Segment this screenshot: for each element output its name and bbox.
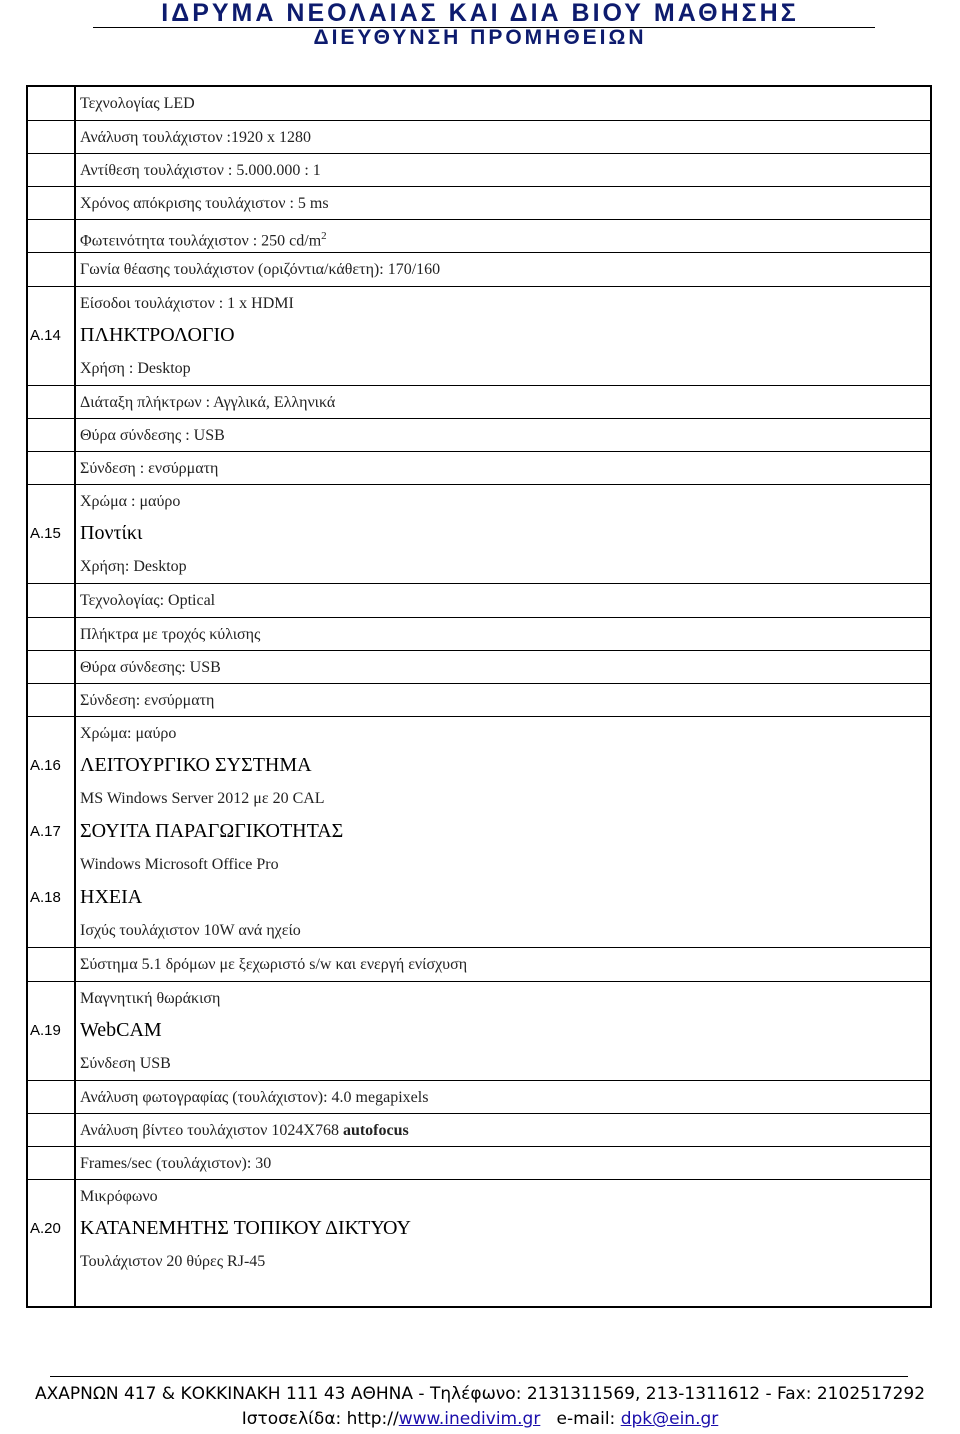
table-row	[26, 153, 932, 186]
table-row	[26, 484, 932, 517]
table-row	[26, 1179, 932, 1212]
spec-text-main: Θύρα σύνδεσης: USB	[80, 658, 221, 676]
email-link[interactable]: dpk@ein.gr	[620, 1409, 719, 1429]
section-title	[80, 1212, 411, 1245]
spec-text-main: Μαγνητική θωράκιση	[80, 989, 221, 1007]
item-code	[30, 419, 74, 452]
item-code	[30, 848, 74, 881]
section-row	[26, 815, 932, 848]
spec-text-main: Σύνδεση : ενσύρματη	[80, 460, 219, 478]
spec-text-main: Ισχύς τουλάχιστον 10W ανά ηχείο	[80, 922, 301, 940]
table-row	[26, 583, 932, 616]
spec-text	[80, 253, 440, 286]
spec-text-main: ΠΛΗΚΤΡΟΛΟΓΙΟ	[80, 323, 235, 346]
footer-address: ΑΧΑΡΝΩΝ 417 & ΚΟΚΚΙΝΑΚΗ 111 43 ΑΘΗΝΑ - Τηλέφωνο: 2131311569, 213-1311612 - Fax: 2102517292	[34, 1384, 926, 1404]
section-row	[26, 1014, 932, 1047]
item-code	[30, 1147, 74, 1180]
website-link[interactable]: www.inedivim.gr	[398, 1409, 541, 1429]
item-code	[30, 1081, 74, 1114]
item-code	[30, 717, 74, 750]
table-row	[26, 1080, 932, 1113]
spec-text-main: Windows Microsoft Office Pro	[80, 856, 279, 874]
email-label: e-mail:	[556, 1409, 621, 1429]
table-row	[26, 914, 932, 947]
table-row	[26, 683, 932, 716]
table-row	[26, 286, 932, 319]
spec-text-main: ΚΑΤΑΝΕΜΗΤΗΣ ΤΟΠΙΚΟΥ ΔΙΚΤΥΟΥ	[80, 1217, 411, 1240]
spec-text-main: ΣΟΥΙΤΑ ΠΑΡΑΓΩΓΙΚΟΤΗΤΑΣ	[80, 820, 344, 843]
table-row	[26, 1245, 932, 1278]
table-row	[26, 120, 932, 153]
item-code	[30, 584, 74, 617]
spec-text-main: Τεχνολογίας LED	[80, 95, 195, 112]
bold-text: autofocus	[342, 1121, 409, 1139]
spec-text	[80, 1047, 171, 1080]
spec-text	[80, 452, 218, 485]
table-row	[26, 186, 932, 219]
item-code	[30, 386, 74, 419]
spec-text-main: Διάταξη πλήκτρων : Αγγλικά, Ελληνικά	[80, 393, 336, 411]
item-code	[30, 352, 74, 385]
section-title	[80, 815, 343, 848]
spec-text-main: Πλήκτρα με τροχός κύλισης	[80, 625, 261, 643]
item-code	[30, 782, 74, 815]
section-row	[26, 749, 932, 782]
spec-text	[80, 651, 221, 684]
spec-text-main: Μικρόφωνο	[80, 1188, 158, 1206]
spec-text-main: Σύνδεση: ενσύρματη	[80, 691, 215, 709]
spec-text	[80, 485, 180, 518]
section-title	[80, 881, 142, 914]
table-row	[26, 650, 932, 683]
item-code	[30, 220, 74, 253]
item-code	[30, 1180, 74, 1213]
item-code: Α.19	[30, 1021, 61, 1039]
item-code	[30, 684, 74, 717]
spec-text	[80, 1180, 158, 1213]
footer-contact	[0, 1409, 960, 1429]
table-row	[26, 87, 932, 120]
item-code	[30, 948, 74, 981]
item-code	[30, 1245, 74, 1278]
spec-text-main: Χρώμα: μαύρο	[80, 724, 177, 742]
spec-text	[80, 187, 329, 220]
table-row	[26, 782, 932, 815]
spec-text-main: Είσοδοι τουλάχιστον : 1 x HDMI	[80, 294, 294, 312]
item-code: Α.18	[30, 889, 61, 907]
section-row	[26, 319, 932, 352]
item-code: Α.17	[30, 823, 61, 841]
item-code: Α.15	[30, 525, 61, 543]
table-row	[26, 848, 932, 881]
spec-rows	[26, 87, 932, 1278]
item-code	[30, 618, 74, 651]
item-code	[30, 1114, 74, 1147]
spec-text-main: Τεχνολογίας: Optical	[80, 592, 216, 610]
table-row	[26, 418, 932, 451]
spec-text	[80, 287, 294, 320]
item-code	[30, 485, 74, 518]
spec-text-main: Ανάλυση τουλάχιστον :1920 x 1280	[80, 129, 311, 147]
section-title	[80, 1014, 162, 1047]
spec-text	[80, 1114, 409, 1147]
superscript: 2	[321, 230, 327, 243]
item-code	[30, 187, 74, 220]
table-row	[26, 550, 932, 583]
spec-text	[80, 419, 225, 452]
spec-text-main: ΗΧΕΙΑ	[80, 886, 143, 909]
table-row	[26, 252, 932, 285]
spec-text-main: Ανάλυση φωτογραφίας (τουλάχιστον): 4.0 megapixels	[80, 1088, 429, 1106]
table-row	[26, 1113, 932, 1146]
item-code	[30, 121, 74, 154]
table-row	[26, 352, 932, 385]
section-row	[26, 517, 932, 550]
spec-text	[80, 948, 467, 981]
item-code	[30, 982, 74, 1015]
spec-text	[80, 386, 335, 419]
spec-text-main: ΛΕΙΤΟΥΡΓΙΚΟ ΣΥΣΤΗΜΑ	[80, 753, 312, 776]
item-code	[30, 452, 74, 485]
section-title	[80, 517, 142, 550]
spec-text	[80, 584, 215, 617]
table-row	[26, 716, 932, 749]
spec-text	[80, 1245, 265, 1278]
item-code	[30, 1047, 74, 1080]
item-code	[30, 287, 74, 320]
spec-text-main: Χρήση : Desktop	[80, 359, 191, 377]
spec-text	[80, 914, 301, 947]
spec-text-main: Frames/sec (τουλάχιστον): 30	[80, 1155, 272, 1172]
spec-text	[80, 121, 311, 154]
website-label: Ιστοσελίδα: http://	[241, 1409, 399, 1429]
section-title	[80, 319, 235, 352]
spec-text	[80, 220, 327, 253]
spec-text	[80, 550, 187, 583]
section-title	[80, 749, 312, 782]
spec-text	[80, 717, 176, 750]
table-row	[26, 947, 932, 980]
item-code	[30, 253, 74, 286]
item-code	[30, 550, 74, 583]
item-code: Α.16	[30, 756, 61, 774]
spec-text-main: Αντίθεση τουλάχιστον : 5.000.000 : 1	[80, 162, 321, 180]
spec-text	[80, 782, 325, 815]
spec-text-main: Φωτεινότητα τουλάχιστον : 250 cd/m	[80, 232, 322, 250]
item-code	[30, 154, 74, 187]
spec-text-main: WebCAM	[80, 1018, 162, 1041]
spec-text	[80, 87, 195, 120]
header-subtitle: ΔΙΕΥΘΥΝΣΗ ΠΡΟΜΗΘΕΙΩΝ	[313, 26, 647, 49]
spec-text-main: Χρόνος απόκρισης τουλάχιστον : 5 ms	[80, 195, 329, 213]
item-code: Α.14	[30, 326, 61, 344]
spec-text	[80, 684, 214, 717]
item-code	[30, 914, 74, 947]
spec-text	[80, 982, 220, 1015]
spec-text-main: Χρώμα : μαύρο	[80, 493, 181, 511]
spec-text-main: Θύρα σύνδεσης : USB	[80, 426, 225, 444]
spec-text-main: MS Windows Server 2012 με 20 CAL	[80, 789, 325, 807]
item-code	[30, 87, 74, 120]
section-row	[26, 881, 932, 914]
table-row	[26, 1146, 932, 1179]
section-row	[26, 1212, 932, 1245]
table-row	[26, 219, 932, 252]
spec-text	[80, 1081, 428, 1114]
spec-text	[80, 154, 321, 187]
item-code	[30, 651, 74, 684]
spec-text	[80, 1147, 271, 1180]
spec-text	[80, 352, 191, 385]
spec-text-main: Τουλάχιστον 20 θύρες RJ-45	[80, 1253, 266, 1271]
spec-text-main: Γωνία θέασης τουλάχιστον (οριζόντια/κάθετη): 170/160	[80, 261, 441, 279]
table-row	[26, 1047, 932, 1080]
spec-text-main: Σύνδεση USB	[80, 1054, 171, 1072]
spec-text	[80, 848, 279, 881]
footer-divider	[50, 1376, 908, 1377]
table-row	[26, 451, 932, 484]
spec-text-main: Ανάλυση βίντεο τουλάχιστον 1024Χ768	[80, 1121, 343, 1139]
table-row	[26, 385, 932, 418]
table-row	[26, 981, 932, 1014]
spec-text	[80, 618, 260, 651]
header-title: ΙΔΡΥΜΑ ΝΕΟΛΑΙΑΣ ΚΑΙ ΔΙΑ ΒΙΟΥ ΜΑΘΗΣΗΣ	[161, 0, 799, 27]
spec-text-main: Ποντίκι	[80, 522, 143, 545]
item-code: Α.20	[30, 1220, 61, 1238]
table-row	[26, 617, 932, 650]
spec-text-main: Σύστημα 5.1 δρόμων με ξεχωριστό s/w και ενεργή ενίσχυση	[80, 956, 468, 974]
spec-text-main: Χρήση: Desktop	[80, 558, 187, 576]
